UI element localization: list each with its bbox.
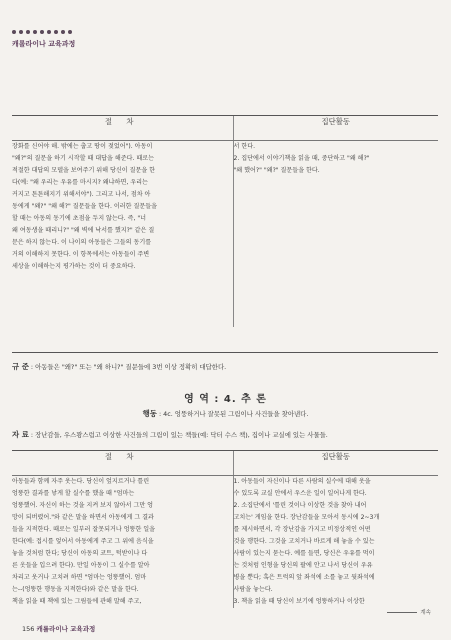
text-line: 것을 행한다. 그것을 고치거나 바르게 해 놓을 수 있는: [233, 538, 375, 545]
table2-header-group: 집단활동: [233, 451, 438, 476]
table1-group-cell: [233, 141, 438, 328]
criteria: [12, 361, 226, 372]
text-line: 3. 책을 읽을 때 당신이 보기에 엉뚱하거나 이상한: [233, 598, 365, 605]
text-line: 2. 집단에서 이야기책을 읽을 때, 중단하고 "왜 해?": [233, 155, 370, 162]
criteria-text: : 아동들은 "왜?" 또는 "왜 하니?" 질문들에 3번 이상 정확히 대답한다.: [30, 363, 227, 371]
text-line: 아동들과 함께 자주 웃는다. 당신이 엎지르거나 틀린: [12, 478, 150, 485]
text-line: 엉뚱했어. 자신이 하는 것을 지켜 보지 않아서 그만 엉: [12, 502, 154, 509]
series-title: 캐롤라이나 교육과정: [12, 40, 76, 48]
text-line: "왜 했어?" "왜?" 질문들을 한다.: [233, 167, 320, 174]
text-line: 책을 읽을 때 책에 있는 그림들에 관해 말해 주고,: [12, 598, 142, 605]
text-line: 는--(엉뚱한 행동을 지적한다)와 같은 말을 한다.: [12, 586, 139, 593]
text-line: 고치는' 게임을 한다. 장난감들을 모아서 동시에 2~3개: [233, 514, 380, 521]
text-line: 2. 소집단에서 '틀린 것이나 이상한 것을 찾아 내어: [233, 502, 367, 509]
table2-header-procedure: 절 차: [12, 451, 233, 476]
text-line: 적절한 대답의 모델을 보여주기 위해 당신이 질문을 한: [12, 167, 156, 174]
text-line: 장화를 신어야 해. 밖에는 춥고 땅이 젖었어"). 아동이: [12, 143, 153, 150]
criteria-label: 규 준: [12, 362, 29, 371]
text-line: 른 옷들을 입으려 한다). 만일 아동이 그 실수를 알아: [12, 562, 150, 569]
text-line: 한다(예: 접시를 엎어서 아동에게 주고 그 위에 음식을: [12, 538, 154, 545]
text-line: 1. 아동들이 자신이나 다른 사람의 실수에 대해 웃을: [233, 478, 371, 485]
text-line: 엉뚱한 결과를 낳게 할 실수를 했을 때 "엄마는: [12, 490, 135, 497]
text-line: 사람을 놓는다.: [233, 586, 273, 593]
table1-bottom-rule: [12, 352, 438, 353]
text-line: 문은 하지 않는다. 이 나이의 아동들은 그들의 동기를: [12, 239, 152, 246]
text-line: 사람이 있는지 묻는다. 예를 들면, 당신은 우유를 먹이: [233, 550, 375, 557]
continued-rule: [387, 612, 417, 613]
behavior-text: : 4c. 엉뚱하거나 잘못된 그림이나 사건들을 찾아낸다.: [158, 410, 309, 418]
text-line: 병을 뿐다; 혹은 트럭의 앞 좌석에 소를 놓고 뒷좌석에: [233, 574, 375, 581]
text-line: 놓을 것처럼 한다; 당신이 아동의 코트, 턱받이나 다: [12, 550, 148, 557]
procedure-table-2: [12, 450, 438, 608]
text-line: 망이 되버렸어."와 같은 말을 하면서 아동에게 그 결과: [12, 514, 154, 521]
page-number: 156: [22, 625, 35, 633]
table1-header-group: 집단활동: [233, 116, 438, 141]
text-line: 차리고 웃거나 고치려 하면 "엄마는 엉뚱했어. 엄마: [12, 574, 147, 581]
behavior: [0, 408, 451, 419]
area-title: 영 역 : 4. 추 론: [184, 394, 267, 405]
continued-label: 계속: [420, 610, 431, 616]
text-line: 서 한다.: [233, 143, 256, 150]
continued-note: [387, 608, 431, 616]
footer-series-title: 캐롤라이나 교육과정: [36, 625, 96, 633]
text-line: 왜 여동생을 때리니?" "왜 벽에 낙서를 했지?" 같은 질: [12, 227, 155, 234]
text-line: 다(예: "왜 우리는 우유를 마시지? 왜냐하면, 우리는: [12, 179, 148, 186]
page-footer: [22, 624, 95, 633]
table1-procedure-cell: [12, 141, 233, 328]
text-line: 는 것처럼 인형을 당신의 팔에 안고 나서 당신이 우유: [233, 562, 373, 569]
materials: [12, 429, 328, 440]
text-line: 들을 지적한다. 때로는 일부러 잘못되거나 엉뚱한 일을: [12, 526, 156, 533]
text-line: 동에게 "왜?" "왜 해?" 질문들을 한다. 이러한 질문들을: [12, 203, 158, 210]
text-line: 커지고 튼튼해지기 위해서야"). 그리고 나서, 점차 아: [12, 191, 151, 198]
behavior-label: 행동: [142, 409, 157, 418]
text-line: 할 때는 아동의 동기에 초점을 두지 않는다. 즉, "너: [12, 215, 147, 222]
materials-text: : 장난감들, 우스꽝스럽고 이상한 사건들의 그림이 있는 책들(예: 닥터 수스 책), 집이나 교실에 있는 사물들.: [30, 431, 328, 439]
text-line: "왜?"의 질문을 하기 시작할 때 대답을 해준다. 때로는: [12, 155, 155, 162]
text-line: 수 있도록 교실 안에서 우스운 일이 일어나게 한다.: [233, 490, 367, 497]
procedure-table-1: [12, 115, 438, 327]
text-line: 거의 이해하지 못한다. 이 항목에서는 아동들이 주변: [12, 251, 150, 258]
table2-procedure-cell: [12, 476, 233, 609]
table2-group-cell: [233, 476, 438, 609]
header-dots: [12, 30, 72, 34]
text-line: 세상을 이해하는지 평가하는 것이 더 중요하다.: [12, 263, 136, 270]
table1-header-procedure: 절 차: [12, 116, 233, 141]
materials-label: 자 료: [12, 430, 29, 439]
text-line: 를 제시하면서, 각 장난감을 가지고 비정상적인 어떤: [233, 526, 371, 533]
